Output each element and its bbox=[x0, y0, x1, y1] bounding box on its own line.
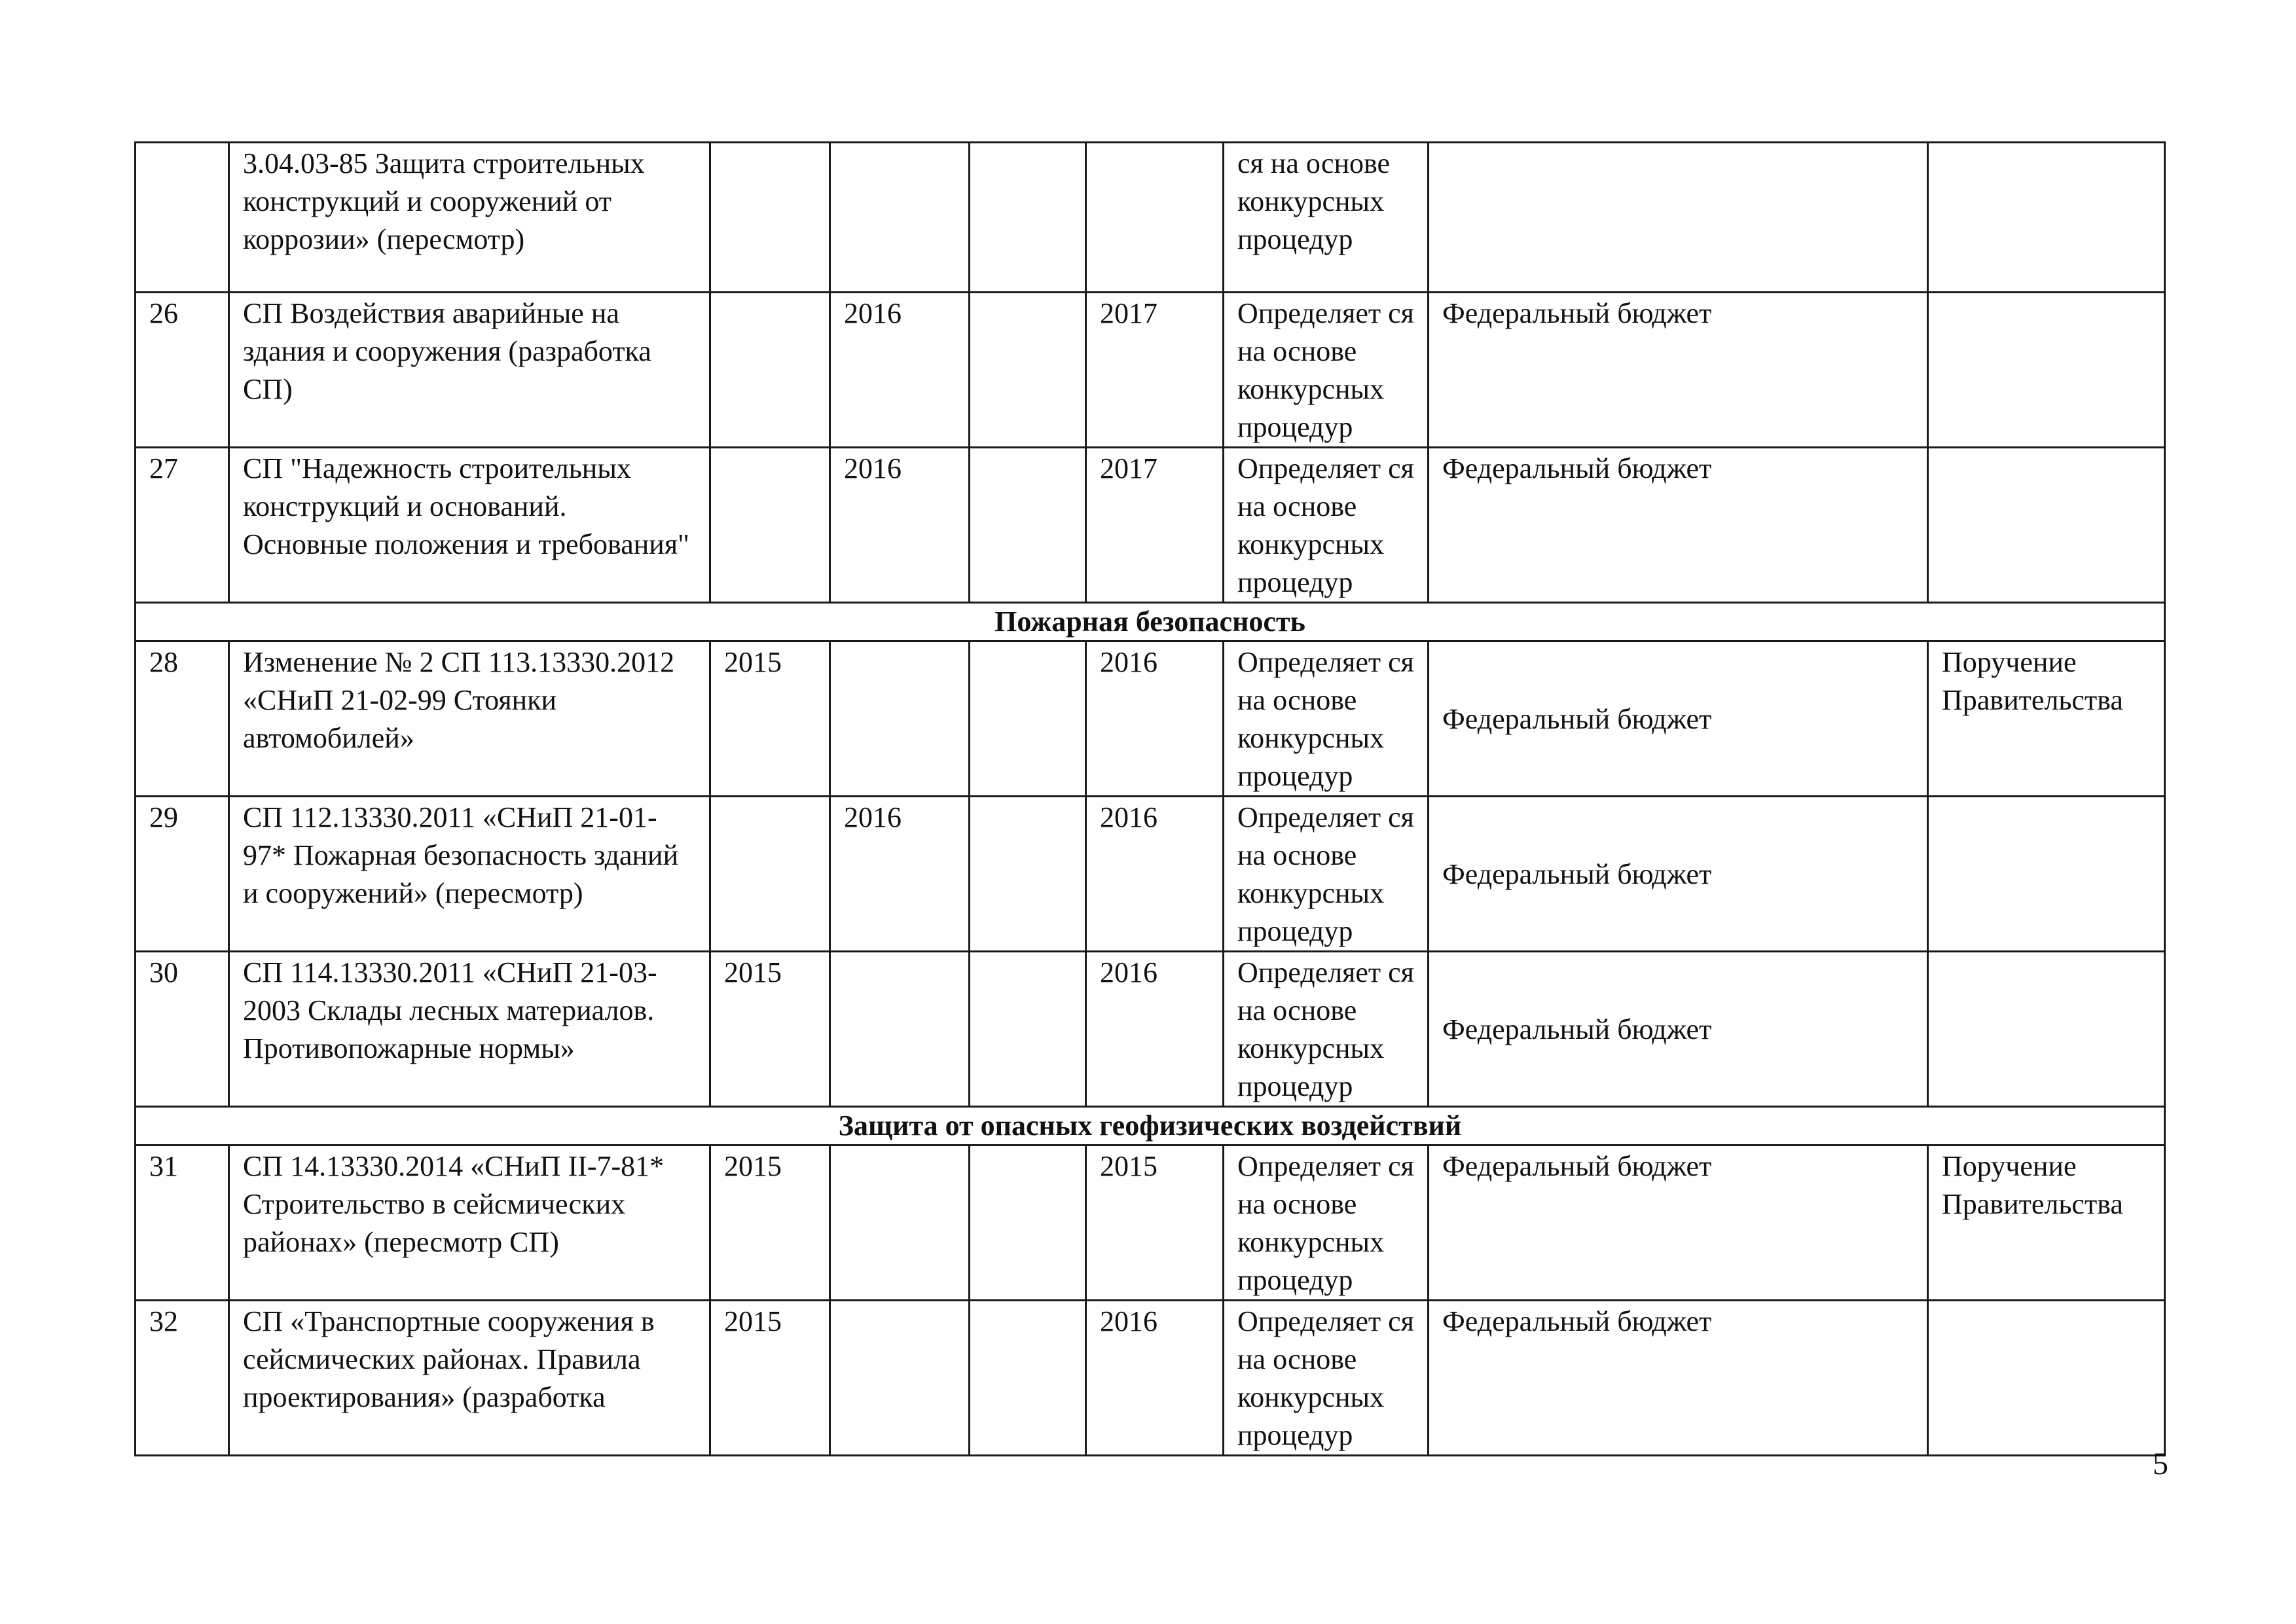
section-header-row bbox=[136, 603, 2165, 641]
funding-source-cell: Федеральный бюджет bbox=[1429, 293, 1928, 448]
funding-source-cell: Федеральный бюджет bbox=[1429, 797, 1928, 952]
row-number-cell: 32 bbox=[136, 1301, 229, 1456]
empty-cell bbox=[970, 797, 1086, 952]
row-number-cell bbox=[136, 143, 229, 293]
end-year-cell: 2016 bbox=[1086, 952, 1224, 1107]
document-name-cell: СП 114.13330.2011 «СНиП 21-03-2003 Склады лесных материалов. Противопожарные нормы» bbox=[229, 952, 710, 1107]
year-cell bbox=[830, 143, 970, 293]
section-title-geophysical-protection: Защита от опасных геофизических воздействий bbox=[136, 1107, 2165, 1146]
row-number-cell: 28 bbox=[136, 641, 229, 797]
table-row bbox=[136, 797, 2165, 952]
executor-cell: Определяет ся на основе конкурсных процедур bbox=[1224, 641, 1429, 797]
empty-cell bbox=[970, 448, 1086, 603]
funding-source-cell: Федеральный бюджет bbox=[1429, 1301, 1928, 1456]
basis-cell bbox=[1928, 797, 2165, 952]
standards-plan-table bbox=[134, 141, 2166, 1456]
table-row bbox=[136, 293, 2165, 448]
year-cell bbox=[830, 1301, 970, 1456]
year-cell bbox=[830, 641, 970, 797]
year-cell: 2016 bbox=[830, 293, 970, 448]
end-year-cell: 2016 bbox=[1086, 797, 1224, 952]
basis-cell: Поручение Правительства bbox=[1928, 1146, 2165, 1301]
year-cell: 2016 bbox=[830, 448, 970, 603]
row-number-cell: 26 bbox=[136, 293, 229, 448]
funding-source-cell: Федеральный бюджет bbox=[1429, 952, 1928, 1107]
start-year-cell bbox=[710, 293, 830, 448]
basis-cell bbox=[1928, 448, 2165, 603]
start-year-cell: 2015 bbox=[710, 1146, 830, 1301]
document-name-cell: СП "Надежность строительных конструкций и оснований. Основные положения и требования" bbox=[229, 448, 710, 603]
funding-source-cell bbox=[1429, 143, 1928, 293]
funding-source-cell: Федеральный бюджет bbox=[1429, 641, 1928, 797]
executor-cell: Определяет ся на основе конкурсных процедур bbox=[1224, 1301, 1429, 1456]
empty-cell bbox=[970, 293, 1086, 448]
table-row bbox=[136, 143, 2165, 293]
executor-cell: Определяет ся на основе конкурсных процедур bbox=[1224, 448, 1429, 603]
empty-cell bbox=[970, 143, 1086, 293]
row-number-cell: 29 bbox=[136, 797, 229, 952]
document-name-cell: СП 14.13330.2014 «СНиП II-7-81* Строительство в сейсмических районах» (пересмотр СП) bbox=[229, 1146, 710, 1301]
executor-cell: Определяет ся на основе конкурсных процедур bbox=[1224, 952, 1429, 1107]
start-year-cell bbox=[710, 143, 830, 293]
end-year-cell: 2016 bbox=[1086, 1301, 1224, 1456]
section-title-fire-safety: Пожарная безопасность bbox=[136, 603, 2165, 641]
empty-cell bbox=[970, 952, 1086, 1107]
funding-source-cell: Федеральный бюджет bbox=[1429, 448, 1928, 603]
row-number-cell: 27 bbox=[136, 448, 229, 603]
start-year-cell bbox=[710, 797, 830, 952]
basis-cell bbox=[1928, 143, 2165, 293]
end-year-cell bbox=[1086, 143, 1224, 293]
start-year-cell: 2015 bbox=[710, 952, 830, 1107]
year-cell bbox=[830, 1146, 970, 1301]
executor-cell: ся на основе конкурсных процедур bbox=[1224, 143, 1429, 293]
row-number-cell: 30 bbox=[136, 952, 229, 1107]
table-row bbox=[136, 1146, 2165, 1301]
table-row bbox=[136, 952, 2165, 1107]
end-year-cell: 2017 bbox=[1086, 293, 1224, 448]
funding-source-cell: Федеральный бюджет bbox=[1429, 1146, 1928, 1301]
empty-cell bbox=[970, 1146, 1086, 1301]
executor-cell: Определяет ся на основе конкурсных процедур bbox=[1224, 1146, 1429, 1301]
start-year-cell: 2015 bbox=[710, 1301, 830, 1456]
end-year-cell: 2015 bbox=[1086, 1146, 1224, 1301]
year-cell: 2016 bbox=[830, 797, 970, 952]
start-year-cell: 2015 bbox=[710, 641, 830, 797]
basis-cell bbox=[1928, 1301, 2165, 1456]
empty-cell bbox=[970, 1301, 1086, 1456]
document-name-cell: СП Воздействия аварийные на здания и сооружения (разработка СП) bbox=[229, 293, 710, 448]
end-year-cell: 2016 bbox=[1086, 641, 1224, 797]
end-year-cell: 2017 bbox=[1086, 448, 1224, 603]
document-name-cell: Изменение № 2 СП 113.13330.2012 «СНиП 21-02-99 Стоянки автомобилей» bbox=[229, 641, 710, 797]
row-number-cell: 31 bbox=[136, 1146, 229, 1301]
document-name-cell: СП 112.13330.2011 «СНиП 21-01-97* Пожарная безопасность зданий и сооружений» (пересмотр) bbox=[229, 797, 710, 952]
document-name-cell: СП «Транспортные сооружения в сейсмических районах. Правила проектирования» (разработка bbox=[229, 1301, 710, 1456]
table-row bbox=[136, 641, 2165, 797]
basis-cell bbox=[1928, 952, 2165, 1107]
section-header-row bbox=[136, 1107, 2165, 1146]
executor-cell: Определяет ся на основе конкурсных процедур bbox=[1224, 293, 1429, 448]
document-name-cell: 3.04.03-85 Защита строительных конструкций и сооружений от коррозии» (пересмотр) bbox=[229, 143, 710, 293]
year-cell bbox=[830, 952, 970, 1107]
basis-cell: Поручение Правительства bbox=[1928, 641, 2165, 797]
table-row bbox=[136, 1301, 2165, 1456]
table-row bbox=[136, 448, 2165, 603]
executor-cell: Определяет ся на основе конкурсных процедур bbox=[1224, 797, 1429, 952]
basis-cell bbox=[1928, 293, 2165, 448]
start-year-cell bbox=[710, 448, 830, 603]
page-number: 5 bbox=[2153, 1447, 2168, 1481]
empty-cell bbox=[970, 641, 1086, 797]
